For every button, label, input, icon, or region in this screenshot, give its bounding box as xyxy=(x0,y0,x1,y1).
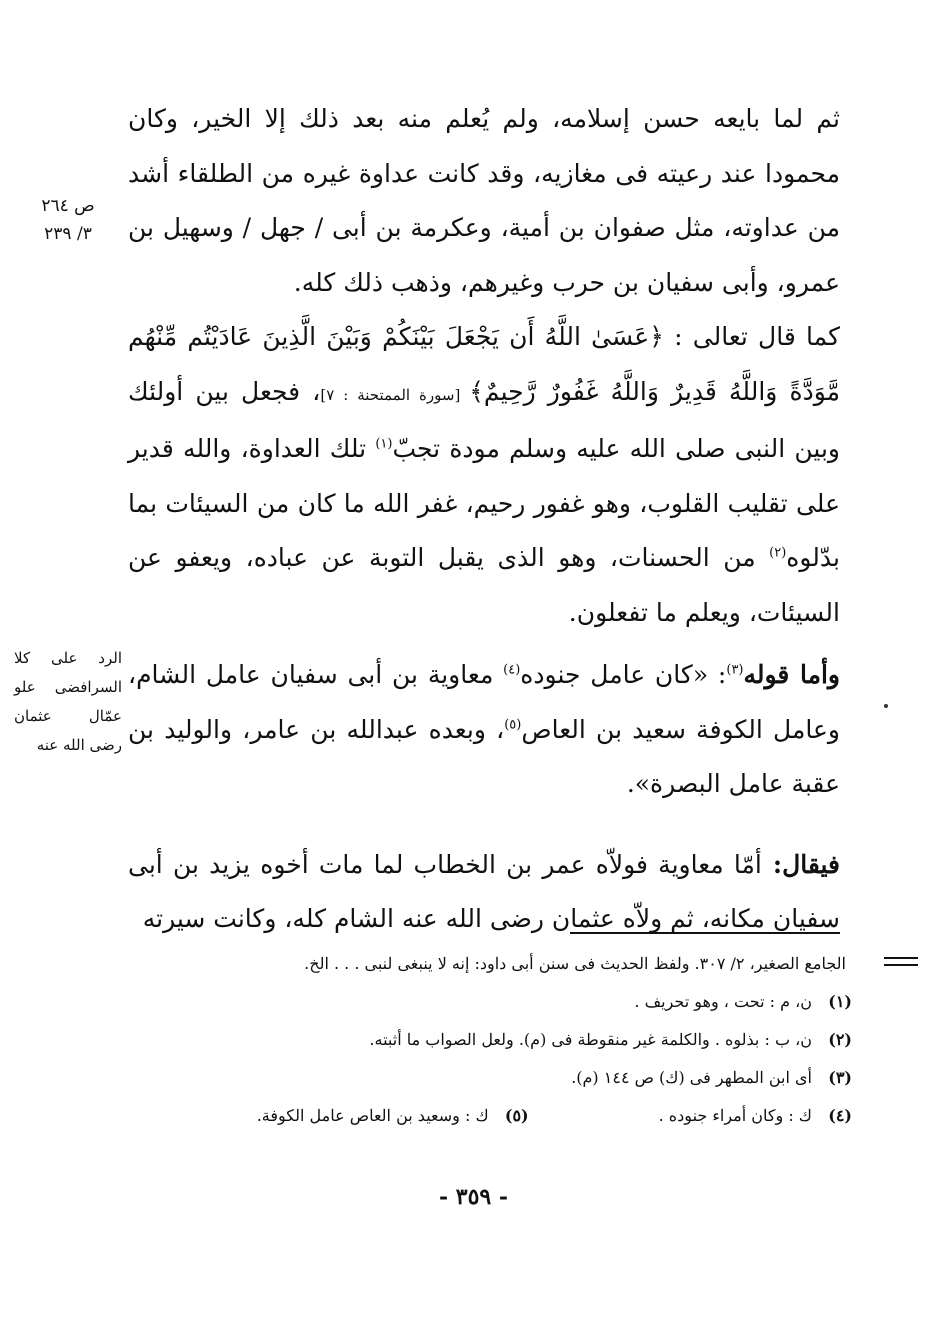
main-text xyxy=(128,92,840,947)
footnote-5-text: ك : وسعيد بن العاص عامل الكوفة. xyxy=(256,1106,489,1125)
footnote-continuation-text: الجامع الصغير، ٢/ ٣٠٧. ولفظ الحديث فى سنن أبى داود: إنه لا ينبغى لنبى . . . الخ. xyxy=(304,954,846,973)
paragraph-2-intro: كما قال تعالى : xyxy=(663,322,840,351)
paragraph-3-text-b: معاوية بن أبى سفيان عامل الشام، وعامل الكوفة سعيد بن العاص xyxy=(128,660,840,744)
margin-ref-line-1: ص ٢٦٤ xyxy=(41,196,95,216)
footnote-2-text: ن، ب : بذلوه . والكلمة غير منقوطة فى (م). ولعل الصواب ما أثبته. xyxy=(369,1030,812,1049)
paragraph-1 xyxy=(128,92,840,310)
footnote-1-text: ن، م : تحت ، وهو تحريف . xyxy=(634,992,812,1011)
footnote-continuation-mark xyxy=(884,957,918,966)
footnote-marker-2: (٢) xyxy=(769,545,787,561)
paragraph-2-text-b: ، فجعل بين أولئك وبين النبى صلى الله عليه وسلم مودة تجبّ xyxy=(128,376,841,463)
verse-reference: [سورة الممتحنة : ٧] xyxy=(320,385,470,404)
paragraph-3-heading: وأما قوله xyxy=(743,660,840,689)
margin-topic-note: الرد على كلا السرافضى علو عمّال عثمان رضى الله عنه xyxy=(14,649,122,754)
footnote-4-text: ك : وكان أمراء جنوده . xyxy=(658,1106,812,1125)
footnotes xyxy=(140,945,852,1135)
paragraph-4-text: أمّا معاوية فولاّه عمر بن الخطاب لما مات أخوه يزيد بن أبى سفيان مكانه، ثم ولاّه عثمان رضى الله عنه الشام كله، وكانت سيرته xyxy=(128,849,840,933)
footnote-3 xyxy=(140,1059,852,1097)
footnote-marker-1: (١) xyxy=(375,436,393,452)
footnote-marker-4: (٤) xyxy=(503,662,521,678)
footnote-2-number: (٢) xyxy=(828,1030,852,1049)
margin-dot xyxy=(884,704,888,708)
footnote-2 xyxy=(140,1021,852,1059)
paragraph-4-heading: فيقال: xyxy=(761,849,840,879)
margin-page-reference xyxy=(14,192,122,248)
footnote-3-number: (٣) xyxy=(828,1068,852,1087)
margin-ref-line-2: ٣/ ٢٣٩ xyxy=(44,224,92,244)
paragraph-2-text-d: من الحسنات، وهو الذى يقبل التوبة عن عباده، ويعفو عن السيئات، ويعلم ما تفعلون. xyxy=(128,543,840,627)
footnote-4-number: (٤) xyxy=(828,1106,852,1125)
footnote-5 xyxy=(257,1097,529,1135)
footnote-1 xyxy=(140,983,852,1021)
quran-verse: ﴿عَسَىٰ اللَّهُ أَن يَجْعَلَ بَيْنَكُمْ وَبَيْنَ الَّذِينَ عَادَيْتُم مِّنْهُم مَّوَدَّةً وَاللَّهُ قَدِيرٌ وَاللَّهُ غَفُورٌ رَّحِيمٌ﴾ xyxy=(128,322,841,406)
footnote-5-number: (٥) xyxy=(504,1106,529,1125)
footnote-marker-3: (٣) xyxy=(726,662,744,678)
paragraph-2-text-c: تلك العداوة، والله قدير على تقليب القلوب، وهو غفور رحيم، غفر الله ما كان من السيئات بما بدّلوه xyxy=(128,434,840,572)
paragraph-4 xyxy=(128,838,840,947)
paragraph-3 xyxy=(128,648,840,812)
paragraph-2 xyxy=(128,310,840,640)
paragraph-3-text-a: : «كان عامل جنوده xyxy=(520,660,727,689)
footnote-marker-5: (٥) xyxy=(504,717,522,733)
footnote-4-5 xyxy=(140,1097,852,1135)
footnote-continuation xyxy=(140,945,852,983)
paragraph-3-text-c: ، وبعده عبدالله بن عامر، والوليد بن عقبة عامل البصرة». xyxy=(128,714,840,798)
footnote-1-number: (١) xyxy=(828,992,852,1011)
footnote-3-text: أى ابن المطهر فى (ك) ص ١٤٤ (م). xyxy=(571,1068,812,1087)
footnote-separator xyxy=(570,932,840,934)
page-number: - ٣٥٩ - xyxy=(438,1184,509,1210)
paragraph-1-text: ثم لما بايعه حسن إسلامه، ولم يُعلم منه بعد ذلك إلا الخير، وكان محمودا عند رعيته فى مغازيه، وقد كانت عداوة غيره من الطلقاء أشد من عداوته، مثل صفوان بن أمية، وعكرمة بن أبى / جهل / وسهيل بن عمرو، وأبى سفيان بن حرب وغيرهم، وذهب ذلك كله. xyxy=(128,104,840,297)
